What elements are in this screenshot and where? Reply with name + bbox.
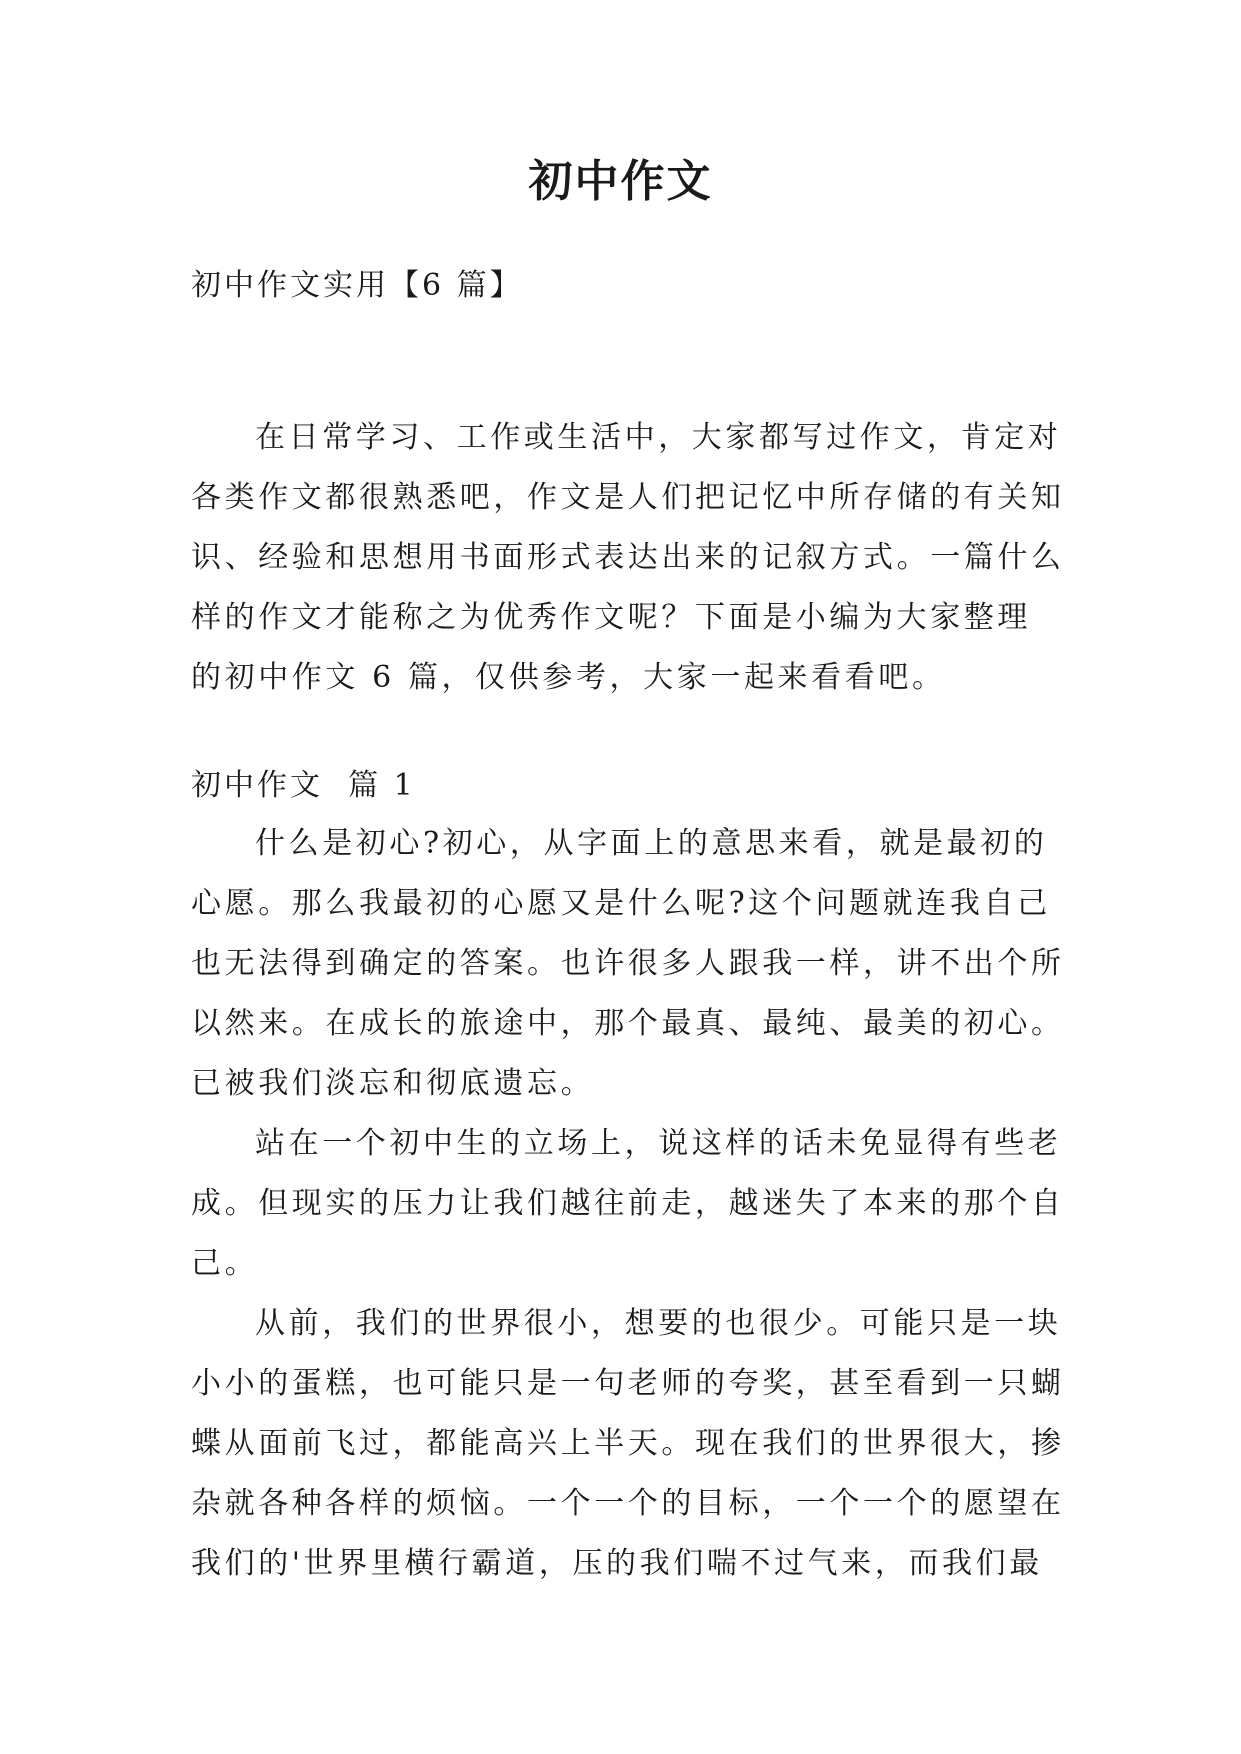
- intro-line: 各类作文都很熟悉吧，作文是人们把记忆中所存储的有关知: [191, 480, 1065, 515]
- paragraph-line: 己。: [191, 1246, 259, 1281]
- paragraph-line: 我们的'世界里横行霸道，压的我们喘不过气来，而我们最: [191, 1546, 1043, 1581]
- paragraph-line: 心愿。那么我最初的心愿又是什么呢?这个问题就连我自己: [191, 886, 1051, 921]
- paragraph-line: 以然来。在成长的旅途中，那个最真、最纯、最美的初心。: [191, 1006, 1065, 1041]
- paragraph-line: 成。但现实的压力让我们越往前走，越迷失了本来的那个自: [191, 1186, 1065, 1221]
- section-heading: 初中作文 篇 1: [191, 768, 416, 803]
- essay-paragraph-2: [191, 1114, 1081, 1294]
- paragraph-line: 从前，我们的世界很小，想要的也很少。可能只是一块: [255, 1306, 1062, 1341]
- paragraph-line: 杂就各种各样的烦恼。一个一个的目标，一个一个的愿望在: [191, 1486, 1065, 1521]
- intro-paragraph: [191, 408, 1081, 708]
- essay-section-1: [191, 762, 1081, 1594]
- paragraph-line: 也无法得到确定的答案。也许很多人跟我一样，讲不出个所: [191, 946, 1065, 981]
- document-subtitle: 初中作文实用【6 篇】: [191, 268, 523, 303]
- intro-line: 识、经验和思想用书面形式表达出来的记叙方式。一篇什么: [191, 540, 1065, 575]
- intro-line: 样的作文才能称之为优秀作文呢？下面是小编为大家整理: [191, 600, 1031, 635]
- intro-line: 在日常学习、工作或生活中，大家都写过作文，肯定对: [255, 420, 1062, 455]
- essay-paragraph-3: [191, 1294, 1081, 1594]
- document-title: 初中作文: [528, 156, 713, 207]
- paragraph-line: 什么是初心?初心，从字面上的意思来看，就是最初的: [255, 826, 1048, 861]
- paragraph-line: 小小的蛋糕，也可能只是一句老师的夸奖，甚至看到一只蝴: [191, 1366, 1065, 1401]
- essay-paragraph-1: [191, 814, 1081, 1114]
- intro-line: 的初中作文 6 篇，仅供参考，大家一起来看看吧。: [191, 660, 946, 695]
- paragraph-line: 站在一个初中生的立场上，说这样的话未免显得有些老: [255, 1126, 1062, 1161]
- paragraph-line: 蝶从面前飞过，都能高兴上半天。现在我们的世界很大，掺: [191, 1426, 1065, 1461]
- paragraph-line: 已被我们淡忘和彻底遗忘。: [191, 1066, 595, 1101]
